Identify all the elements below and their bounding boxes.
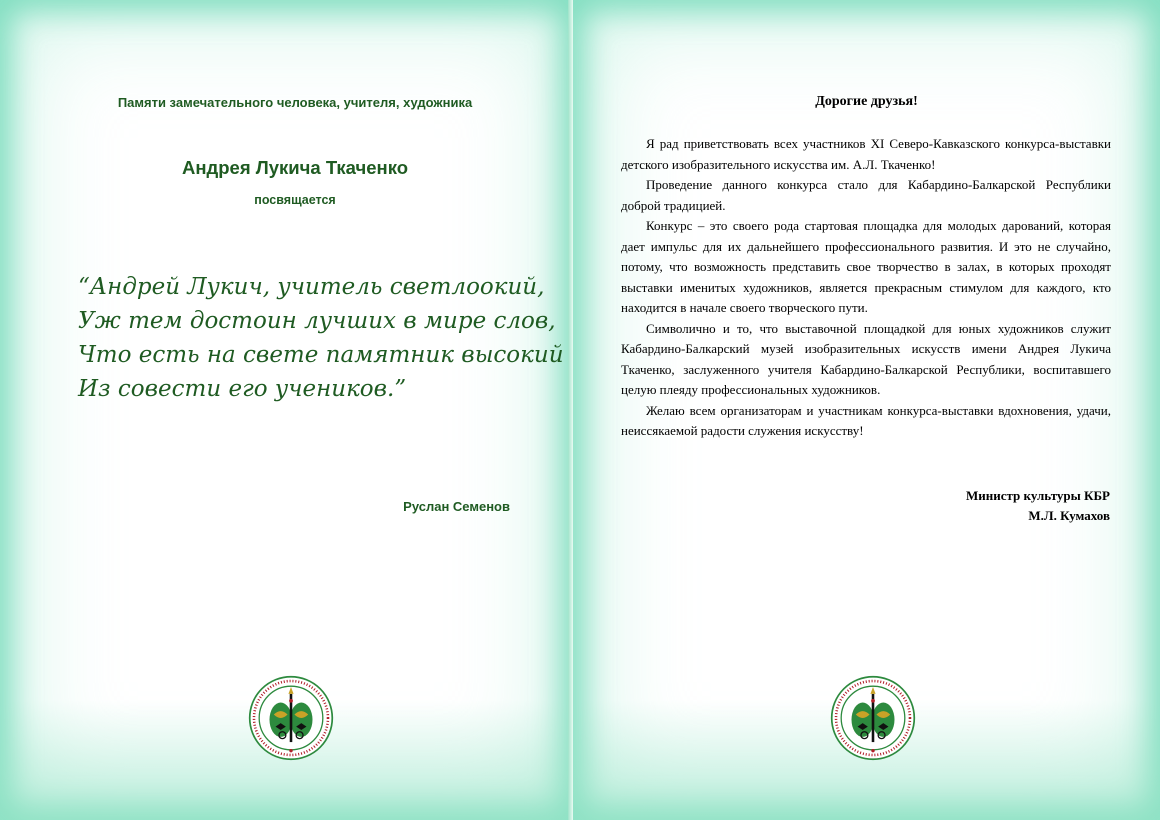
contest-emblem-icon-svg <box>248 675 334 761</box>
poem-author: Руслан Семенов <box>403 499 510 514</box>
contest-emblem-icon-svg <box>830 675 916 761</box>
greeting-paragraph: Конкурс – это своего рода стартовая площадка для молодых дарований, которая дает импульс для их дальнейшего профессионального развития. И это не случайно, потому, что возможность представить свое творчество в залах, в которых проходят выставки именитых художников, является прекрасным стимулом для каждого, кто находится в начале своего творческого пути. <box>621 218 1111 315</box>
greeting-body <box>621 134 1111 442</box>
signature-title: Министр культуры КБР <box>966 488 1110 503</box>
dedicated-word: посвящается <box>254 193 336 207</box>
poem-line: Что есть на свете памятник высокий <box>78 342 564 368</box>
dedication-line: Памяти замечательного человека, учителя, художника <box>117 95 473 110</box>
contest-emblem-icon <box>248 675 334 761</box>
poem <box>78 270 564 406</box>
greeting-title: Дорогие друзья! <box>815 94 918 109</box>
greeting-paragraph: Проведение данного конкурса стало для Кабардино-Балкарской Республики доброй традицией. <box>621 177 1111 213</box>
left-page <box>0 0 572 820</box>
contest-emblem-icon <box>830 675 916 761</box>
signature-block <box>966 486 1110 526</box>
right-page <box>573 0 1160 820</box>
honoree-name: Андрея Лукича Ткаченко <box>181 157 409 178</box>
greeting-paragraph: Желаю всем организаторам и участникам конкурса-выставки вдохновения, удачи, неиссякаемой радости служения искусству! <box>621 402 1111 438</box>
poem-line: Из совести его учеников.” <box>78 376 407 402</box>
poem-line: Уж тем достоин лучших в мире слов, <box>78 308 556 334</box>
poem-line: “Андрей Лукич, учитель светлоокий, <box>78 274 545 300</box>
greeting-paragraph: Я рад приветствовать всех участников XI Северо-Кавказского конкурса-выставки детского изобразительного искусства им. А.Л. Ткаченко! <box>621 136 1111 172</box>
signature-name: М.Л. Кумахов <box>1028 508 1110 523</box>
greeting-paragraph: Символично и то, что выставочной площадкой для юных художников служит Кабардино-Балкарский музей изобразительных искусств имени Андрея Лукича Ткаченко, заслуженного учителя Кабардино-Балкарской Республики, воспитавшего целую плеяду профессиональных художников. <box>621 320 1111 397</box>
